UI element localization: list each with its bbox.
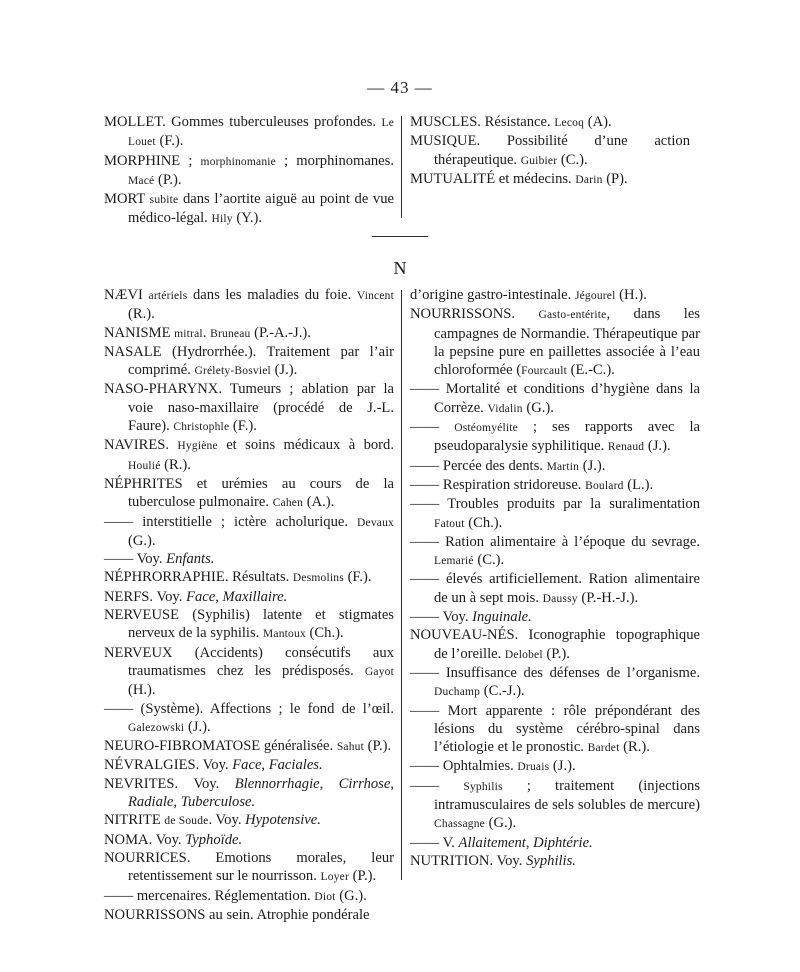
entry-text: ; morphinomanes.: [275, 152, 394, 169]
entry-text: ,: [319, 775, 339, 792]
author-name: Mantoux: [262, 628, 306, 641]
index-entry: [410, 570, 700, 608]
author-name: Syphilis: [463, 780, 503, 793]
entry-text: (P).: [602, 170, 628, 187]
entry-text: NEURO-FIBROMATOSE généralisée.: [104, 738, 337, 755]
entry-text: et soins médicaux à bord.: [217, 437, 394, 454]
index-entry: [410, 834, 700, 852]
entry-text: NOURRISSONS.: [410, 306, 539, 323]
author-name: Lecoq: [554, 117, 585, 129]
entry-text: —— élevés artificiellement. Ration alimentaire de un à sept mois.: [410, 571, 700, 606]
index-entry: [104, 644, 394, 700]
index-column-right: [410, 286, 700, 870]
entry-text: (P.).: [542, 645, 570, 662]
index-entry: [410, 664, 700, 702]
author-name: Sahut: [336, 741, 365, 754]
author-name: de Soude: [164, 815, 209, 828]
author-name: Diot: [314, 890, 336, 903]
entry-text: (H.).: [128, 682, 156, 699]
entry-text: —— Troubles produits par la suralimentation: [410, 496, 700, 513]
cross-reference: Hypotensive.: [245, 812, 321, 829]
page-number: — 43 —: [367, 78, 433, 97]
entry-text: MUTUALITÉ et médecins.: [410, 170, 576, 187]
index-entry: [104, 324, 394, 343]
entry-text: —— (Système). Affections ; le fond de l’œil.: [104, 700, 394, 717]
entry-text: ,: [261, 757, 269, 774]
index-entry: [410, 702, 700, 758]
entry-text: (J.).: [579, 457, 606, 474]
index-entry: [104, 568, 394, 587]
author-name: Ostéomyélite: [454, 422, 518, 435]
cross-reference: Cirrhose: [338, 775, 391, 792]
index-entry: [410, 757, 700, 776]
index-entry: [104, 380, 394, 436]
entry-text: ——: [410, 419, 455, 436]
entry-text: (J.).: [549, 758, 576, 775]
cross-reference: Typhoïde.: [185, 831, 243, 848]
entry-text: NÉPHRITES et urémies au cours de la tuberculose pulmonaire.: [104, 475, 394, 511]
cross-reference: Diphtérie.: [533, 834, 593, 851]
entry-text: NOMA. Voy.: [104, 831, 186, 848]
author-name: Chassagne: [434, 818, 485, 831]
entry-text: —— Voy.: [410, 609, 473, 626]
entry-text: (A).: [584, 114, 612, 130]
index-entry: [104, 606, 394, 644]
author-name: mitral: [174, 327, 203, 340]
entry-text: NÉPHRORRAPHIE. Résultats.: [104, 569, 293, 586]
author-name: Delobel: [504, 648, 543, 661]
entry-text: MUSIQUE. Possibilité d’une action thérapeutique.: [410, 133, 690, 168]
entry-text: —— Respiration stridoreuse.: [410, 476, 586, 493]
entry-text: NOUVEAU-NÉS. Iconographie topographique de l’oreille.: [410, 627, 700, 662]
entry-text: . Voy.: [208, 812, 246, 829]
index-entry: [104, 513, 394, 551]
entry-text: NERVEUX (Accidents) consécutifs aux traumatismes chez les prédisposés.: [104, 644, 394, 679]
entry-text: ; ses rapports avec la pseudoparalysie syphilitique.: [434, 419, 701, 455]
author-name: Fourcault: [521, 365, 567, 378]
index-entry: [104, 831, 394, 849]
index-entry: [104, 887, 394, 906]
index-entry: [104, 849, 394, 887]
author-name: Duchamp: [434, 686, 481, 699]
entry-text: NÉVRALGIES. Voy.: [104, 757, 233, 774]
entry-text: (R.).: [619, 739, 650, 756]
index-entry: [104, 775, 394, 812]
entry-text: (A.).: [303, 494, 335, 511]
entry-text: NUTRITION. Voy.: [410, 852, 527, 869]
entry-text: NASALE (Hydrorrhée.). Traitement par l’air comprimé.: [104, 343, 394, 379]
entry-text: (P.-H.-J.).: [577, 589, 639, 606]
entry-text: (J.).: [184, 718, 211, 735]
cross-reference: Maxillaire.: [222, 588, 288, 605]
author-name: Gasto-entérite: [538, 309, 607, 322]
entry-text: (G.).: [484, 815, 517, 832]
index-entry: [104, 190, 394, 229]
entry-text: ,: [215, 588, 223, 605]
index-entry: [410, 286, 700, 305]
entry-text: NOURRISSONS au sein. Atrophie pondérale: [104, 906, 370, 923]
entry-text: (R.).: [160, 456, 191, 473]
index-entry: [104, 113, 394, 152]
author-name: Christophle: [173, 421, 230, 434]
index-entry: [104, 588, 394, 606]
index-column-left: [104, 286, 394, 924]
author-name: morphinomanie: [200, 155, 276, 168]
entry-text: (C.).: [557, 151, 588, 168]
cross-reference: Radiale: [128, 794, 174, 811]
author-name: Renaud: [607, 441, 645, 454]
entry-text: (Y.).: [232, 210, 263, 227]
entry-text: (E.-C.).: [567, 362, 615, 379]
author-name: Hily: [211, 213, 233, 226]
author-name: Lemarié: [434, 555, 474, 568]
author-name: Boulard: [585, 479, 624, 492]
index-entry: [410, 495, 700, 533]
entry-text: NÆVI: [104, 287, 149, 303]
index-entry: [410, 170, 690, 189]
author-name: Bardet: [587, 742, 620, 755]
author-name: Galezowski: [128, 721, 185, 734]
cross-reference: Face: [186, 588, 216, 605]
entry-text: NERFS. Voy.: [104, 588, 187, 605]
entry-text: ——: [410, 777, 464, 794]
entry-text: MORPHINE ;: [104, 152, 201, 169]
entry-text: MOLLET. Gommes tuberculeuses profondes.: [104, 114, 382, 130]
section-letter: N: [393, 258, 407, 278]
entry-text: MUSCLES. Résistance.: [410, 114, 555, 130]
index-entry: [104, 475, 394, 513]
author-name: Cahen: [272, 497, 304, 510]
entry-text: NAVIRES.: [104, 437, 178, 454]
index-entry: [104, 737, 394, 756]
index-entry: [104, 700, 394, 738]
entry-text: (P.-A.-J.).: [250, 324, 311, 341]
index-entry: [410, 476, 700, 495]
entry-text: NITRITE: [104, 812, 165, 829]
entry-text: —— Voy.: [104, 551, 167, 568]
author-name: Loyer: [320, 871, 349, 884]
section-divider: [372, 236, 428, 237]
index-entry: [104, 286, 394, 324]
author-name: Macé: [128, 174, 155, 187]
entry-text: (C.-J.).: [480, 683, 525, 700]
entry-text: dans les maladies du foie.: [187, 287, 357, 303]
entry-text: —— V.: [410, 834, 459, 851]
author-name: Daussy: [542, 592, 578, 605]
cross-reference: Face: [232, 757, 262, 774]
author-name: Darin: [575, 173, 603, 186]
entry-text: (R.).: [128, 306, 155, 323]
cross-reference: Tuberculose.: [180, 794, 256, 811]
author-name: Guibier: [520, 154, 558, 167]
index-column-top-right: [410, 113, 690, 189]
entry-text: (C.).: [473, 552, 505, 569]
entry-text: (P.).: [154, 171, 182, 188]
author-name: Desmolins: [292, 572, 344, 585]
entry-text: ; traitement (injections intramusculaires de sels solubles de mercure): [434, 777, 700, 814]
author-name: subite: [149, 194, 179, 207]
author-name: Druais: [517, 761, 550, 774]
entry-text: (F.).: [155, 133, 184, 150]
index-entry: [104, 343, 394, 381]
index-entry: [104, 436, 394, 475]
entry-text: ,: [525, 834, 534, 851]
index-entry: [104, 756, 394, 774]
entry-text: —— Mort apparente : rôle prépondérant des lésions du système cérébro-spinal dans l’étiologie et le pronostic.: [410, 702, 700, 756]
entry-text: NOURRICES. Emotions morales, leur retentissement sur le nourrisson.: [104, 849, 394, 885]
cross-reference: Inguinale.: [472, 609, 532, 626]
author-name: Martin: [546, 460, 580, 473]
entry-text: NANISME: [104, 324, 175, 341]
author-name: Jégourel: [574, 290, 616, 302]
cross-reference: Blennorrhagie: [234, 775, 320, 792]
index-entry: [104, 550, 394, 568]
column-divider-top: [401, 116, 402, 218]
author-name: Grélety-Bosviel: [194, 365, 271, 378]
entry-text: (Ch.).: [305, 625, 344, 642]
cross-reference: Faciales.: [268, 757, 323, 774]
entry-text: (H.).: [615, 287, 647, 303]
author-name: Bruneau: [210, 327, 251, 340]
entry-text: .: [202, 324, 211, 341]
entry-text: (J.).: [644, 438, 671, 455]
index-entry: [410, 380, 700, 418]
cross-reference: Syphilis.: [526, 852, 576, 869]
entry-text: (P.).: [349, 868, 377, 885]
author-name: Vidalin: [487, 402, 523, 415]
index-entry: [410, 132, 690, 170]
entry-text: (G.).: [128, 532, 156, 549]
entry-text: (G.).: [522, 399, 554, 416]
entry-text: ,: [173, 794, 181, 811]
author-name: Le Louet: [128, 117, 394, 149]
entry-text: NASO-PHARYNX. Tumeurs ; ablation par la voie naso-maxillaire (procédé de J.-L. Faure).: [104, 381, 394, 435]
entry-text: —— Percée des dents.: [410, 457, 547, 474]
entry-text: NERVEUSE (Syphilis) latente et stigmates nerveux de la syphilis.: [104, 607, 394, 642]
author-name: Hygiène: [177, 440, 218, 453]
entry-text: —— Ration alimentaire à l’époque du sevrage.: [410, 533, 700, 550]
index-entry: [410, 305, 700, 380]
entry-text: —— Mortalité et conditions d’hygiène dans la Corrèze.: [410, 381, 700, 416]
entry-text: (F.).: [343, 569, 372, 586]
entry-text: dans l’aortite aiguë au point de vue médico-légal.: [128, 191, 395, 227]
entry-text: (L.).: [623, 476, 654, 493]
author-name: artériels: [148, 290, 188, 302]
index-column-top-left: [104, 113, 394, 229]
entry-text: ,: [390, 775, 394, 792]
entry-text: —— Ophtalmies.: [410, 758, 518, 775]
entry-text: (Ch.).: [464, 514, 503, 531]
column-divider-main: [401, 290, 402, 880]
entry-text: (G.).: [335, 887, 367, 904]
entry-text: (J.).: [270, 362, 298, 379]
entry-text: d’origine gastro-intestinale.: [410, 287, 575, 303]
entry-text: NEVRITES. Voy.: [104, 775, 235, 792]
entry-text: —— Insuffisance des défenses de l’organisme.: [410, 664, 700, 681]
index-entry: [410, 852, 700, 870]
entry-text: , dans les campagnes de Normandie. Thérapeutique par la pepsine pure en paillettes associée à l’eau chloroformée (: [434, 306, 700, 379]
index-entry: [104, 906, 394, 924]
index-entry: [410, 533, 700, 571]
author-name: Devaux: [357, 516, 394, 529]
index-entry: [104, 811, 394, 830]
index-entry: [410, 418, 700, 457]
cross-reference: Enfants.: [166, 551, 215, 568]
entry-text: —— interstitielle ; ictère acholurique.: [104, 513, 358, 530]
index-entry: [410, 113, 690, 132]
index-entry: [410, 777, 700, 834]
author-name: Gayot: [364, 665, 394, 678]
index-entry: [410, 457, 700, 476]
author-name: Houlié: [128, 459, 161, 472]
author-name: Fatout: [434, 517, 465, 530]
entry-text: (P.).: [364, 738, 392, 755]
index-entry: [410, 626, 700, 664]
author-name: Vincent: [356, 290, 394, 302]
entry-text: (F.).: [229, 418, 257, 435]
entry-text: —— mercenaires. Réglementation.: [104, 887, 315, 904]
index-entry: [104, 152, 394, 191]
index-entry: [410, 608, 700, 626]
cross-reference: Allaitement: [458, 834, 526, 851]
entry-text: MORT: [104, 191, 150, 208]
